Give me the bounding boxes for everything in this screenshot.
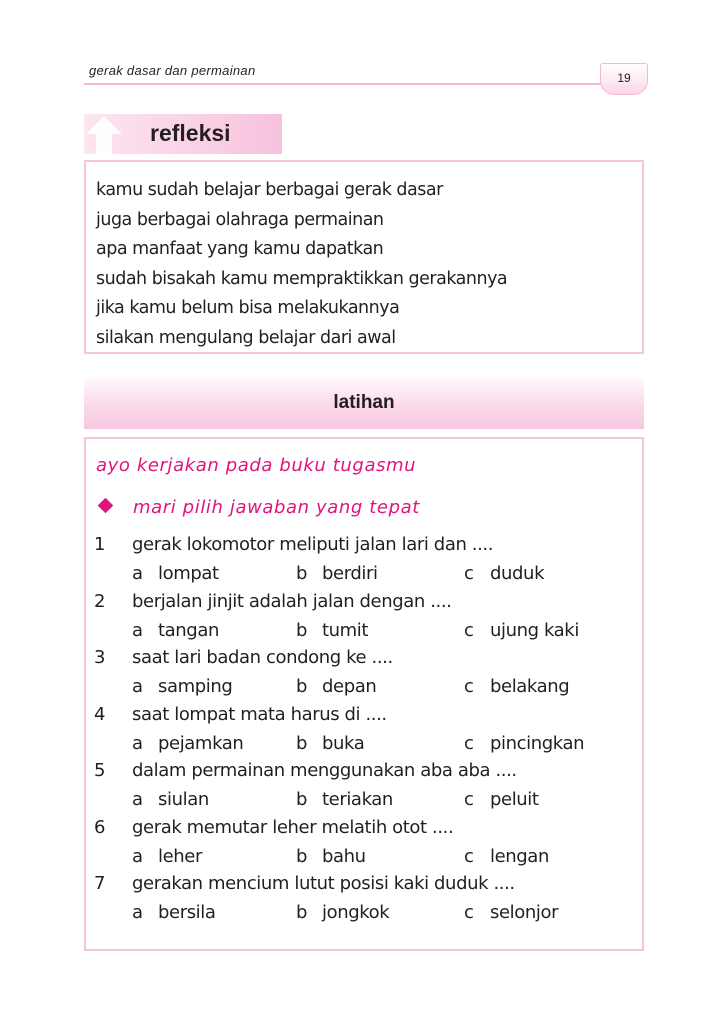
option-c: [464, 676, 569, 697]
option-b: [296, 846, 366, 867]
page-number: 19: [617, 71, 631, 85]
option-a: [132, 789, 209, 810]
option-letter: c: [464, 732, 474, 754]
option-text: pejamkan: [158, 732, 244, 754]
refleksi-line: kamu sudah belajar berbagai gerak dasar: [96, 180, 443, 200]
option-a: [132, 846, 202, 867]
option-letter: b: [296, 789, 308, 810]
option-b: [296, 789, 393, 810]
option-text: pincingkan: [490, 732, 585, 754]
option-a: [132, 733, 243, 754]
option-letter: c: [464, 619, 474, 641]
option-letter: b: [296, 845, 308, 867]
option-c: [464, 733, 584, 754]
option-text: tangan: [158, 619, 219, 641]
option-a: [132, 676, 232, 697]
question-text: gerak lokomotor meliputi jalan lari dan ....: [132, 534, 494, 555]
option-text: belakang: [490, 676, 570, 697]
page-number-tab: [600, 63, 648, 95]
option-text: bahu: [322, 845, 366, 867]
option-b: [296, 620, 368, 641]
option-a: [132, 563, 219, 584]
question-number: 6: [94, 816, 106, 838]
option-letter: b: [296, 676, 308, 697]
option-text: lompat: [158, 563, 219, 584]
question-number: 7: [94, 873, 106, 894]
question-number: 5: [94, 760, 106, 781]
option-c: [464, 563, 544, 584]
option-text: buka: [322, 732, 365, 754]
question-number: 2: [94, 590, 106, 612]
option-letter: a: [132, 789, 143, 810]
option-text: bersila: [158, 902, 216, 923]
option-letter: c: [464, 563, 474, 584]
question-number: 4: [94, 703, 106, 725]
option-letter: a: [132, 619, 143, 641]
question-text: saat lari badan condong ke ....: [132, 647, 393, 668]
option-a: [132, 902, 216, 923]
running-title: gerak dasar dan permainan: [89, 63, 256, 78]
instruction: ayo kerjakan pada buku tugasmu: [96, 455, 417, 476]
option-text: peluit: [490, 789, 539, 810]
option-b: [296, 563, 378, 584]
option-text: samping: [158, 676, 233, 697]
option-letter: a: [132, 902, 143, 923]
refleksi-box: [84, 160, 644, 354]
option-letter: b: [296, 732, 308, 754]
question-text: dalam permainan menggunakan aba aba ....: [132, 760, 517, 781]
option-c: [464, 789, 539, 810]
refleksi-line: sudah bisakah kamu mempraktikkan gerakannya: [96, 268, 508, 289]
option-letter: b: [296, 619, 308, 641]
option-letter: c: [464, 676, 474, 697]
refleksi-text: [96, 176, 507, 353]
diamond-icon: [98, 498, 114, 514]
refleksi-line: juga berbagai olahraga permainan: [96, 209, 384, 230]
option-letter: c: [464, 789, 474, 810]
sub-instruction-row: [96, 497, 420, 518]
option-c: [464, 620, 579, 641]
option-letter: b: [296, 563, 308, 584]
option-text: berdiri: [322, 563, 378, 584]
refleksi-line: apa manfaat yang kamu dapatkan: [96, 239, 384, 259]
up-arrow-icon: [84, 114, 124, 154]
option-text: ujung kaki: [490, 619, 579, 641]
option-a: [132, 620, 219, 641]
option-letter: a: [132, 563, 143, 584]
question-text: gerak memutar leher melatih otot ....: [132, 816, 454, 838]
option-text: tumit: [322, 619, 369, 641]
question-text: berjalan jinjit adalah jalan dengan ....: [132, 590, 452, 612]
option-b: [296, 676, 376, 697]
option-letter: a: [132, 845, 143, 867]
sub-instruction: mari pilih jawaban yang tepat: [133, 497, 420, 518]
question-number: 1: [94, 534, 106, 555]
option-text: jongkok: [322, 902, 390, 923]
refleksi-title: refleksi: [150, 120, 231, 146]
option-text: siulan: [158, 789, 209, 810]
option-letter: b: [296, 902, 308, 923]
option-b: [296, 902, 389, 923]
option-b: [296, 733, 364, 754]
option-text: selonjor: [490, 902, 559, 923]
option-letter: c: [464, 845, 474, 867]
header-rule: [84, 83, 610, 85]
question-number: 3: [94, 647, 106, 668]
option-c: [464, 846, 549, 867]
option-text: leher: [158, 845, 202, 867]
refleksi-heading: [84, 114, 282, 154]
option-text: duduk: [490, 563, 545, 584]
option-text: lengan: [490, 845, 549, 867]
option-text: teriakan: [322, 789, 393, 810]
option-letter: a: [132, 676, 143, 697]
option-c: [464, 902, 558, 923]
option-text: depan: [322, 676, 377, 697]
latihan-heading: [84, 379, 644, 429]
option-letter: c: [464, 902, 474, 923]
option-letter: a: [132, 732, 143, 754]
refleksi-line: jika kamu belum bisa melakukannya: [96, 298, 400, 318]
question-text: gerakan mencium lutut posisi kaki duduk ....: [132, 873, 515, 894]
question-text: saat lompat mata harus di ....: [132, 703, 387, 725]
latihan-title: latihan: [333, 392, 395, 413]
refleksi-line: silakan mengulang belajar dari awal: [96, 327, 396, 348]
